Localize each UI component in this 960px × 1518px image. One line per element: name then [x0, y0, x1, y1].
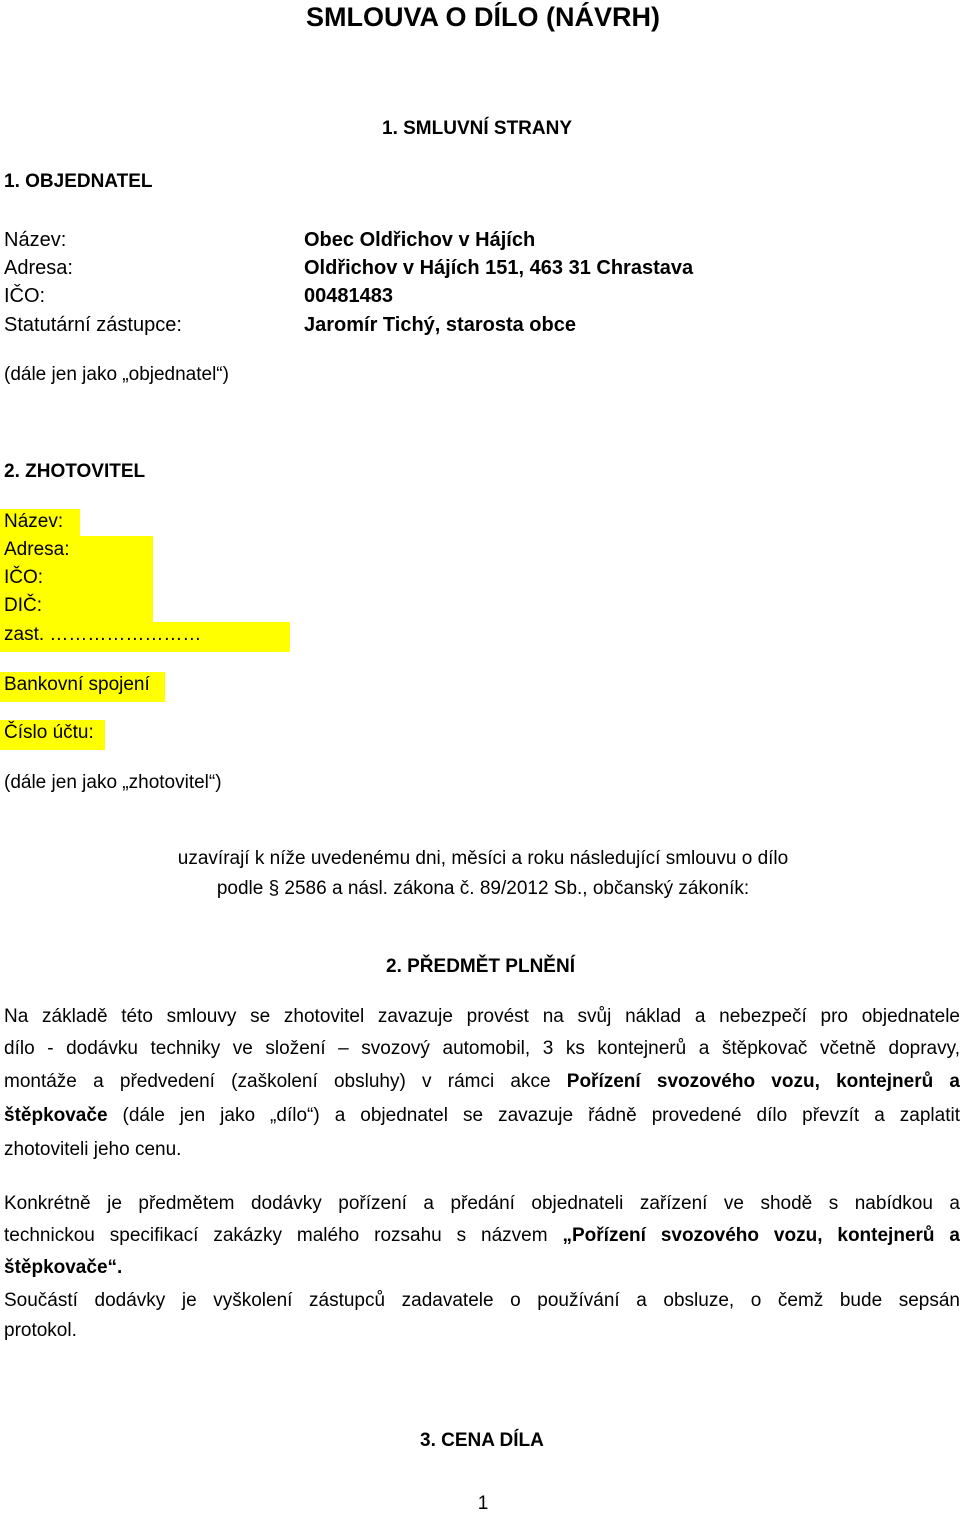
- objednatel-label-nazev: Název:: [4, 229, 67, 251]
- objednatel-value-statutarni-zastupce: Jaromír Tichý, starosta obce: [304, 314, 576, 336]
- zhotovitel-label-zast: zast. ……………………: [4, 624, 202, 645]
- project-name-bold: Pořízení svozového vozu, kontejnerů a: [566, 1071, 960, 1092]
- objednatel-heading: 1. OBJEDNATEL: [4, 171, 153, 192]
- paragraph-line: protokol.: [4, 1320, 77, 1341]
- paragraph-text: montáže a předvedení (zaškolení obsluhy) v rámci akce: [4, 1071, 567, 1092]
- intro-line: podle § 2586 a násl. zákona č. 89/2012 Sb., občanský zákoník:: [216, 878, 750, 899]
- paragraph-line: Součástí dodávky je vyškolení zástupců zadavatele o používání a obsluze, o čemž bude sepsán: [4, 1290, 960, 1311]
- zhotovitel-note: (dále jen jako „zhotovitel“): [4, 772, 222, 793]
- paragraph-text: (dále jen jako „dílo“) a objednatel se zavazuje řádně provedené dílo převzít a zaplatit: [107, 1105, 960, 1126]
- section-heading-predmet-plneni: 2. PŘEDMĚT PLNĚNÍ: [386, 956, 575, 977]
- document-title: SMLOUVA O DÍLO (NÁVRH): [306, 2, 660, 32]
- paragraph-line: dílo - dodávku techniky ve složení – svozový automobil, 3 ks kontejnerů a štěpkovač včetně dopravy,: [4, 1038, 960, 1059]
- page-number: 1: [477, 1493, 489, 1514]
- project-name-bold: „Pořízení svozového vozu, kontejnerů a: [562, 1225, 960, 1246]
- paragraph-line: Na základě této smlouvy se zhotovitel zavazuje provést na svůj náklad a nebezpečí pro objednatele: [4, 1006, 960, 1027]
- zhotovitel-label-ico: IČO:: [4, 567, 44, 588]
- objednatel-label-adresa: Adresa:: [4, 257, 73, 279]
- zhotovitel-label-cislo-uctu: Číslo účtu:: [4, 722, 94, 743]
- zhotovitel-label-bankovni-spojeni: Bankovní spojení: [4, 674, 150, 695]
- zhotovitel-label-dic: DIČ:: [4, 595, 42, 616]
- objednatel-note: (dále jen jako „objednatel“): [4, 364, 229, 385]
- objednatel-value-nazev: Obec Oldřichov v Hájích: [304, 229, 536, 251]
- paragraph-line: Konkrétně je předmětem dodávky pořízení a předání objednateli zařízení ve shodě s nabídkou a: [4, 1193, 960, 1214]
- section-heading-cena-dila: 3. CENA DÍLA: [420, 1430, 544, 1451]
- paragraph-line: [4, 1071, 960, 1093]
- project-name-bold: štěpkovače: [4, 1105, 108, 1126]
- paragraph-line: [4, 1225, 960, 1247]
- paragraph-line: zhotoviteli jeho cenu.: [4, 1139, 182, 1160]
- zhotovitel-label-nazev: Název:: [4, 511, 64, 532]
- objednatel-label-statutarni-zastupce: Statutární zástupce:: [4, 314, 182, 336]
- zhotovitel-label-adresa: Adresa:: [4, 539, 70, 560]
- objednatel-value-ico: 00481483: [304, 285, 393, 307]
- intro-line: uzavírají k níže uvedenému dni, měsíci a roku následující smlouvu o dílo: [177, 848, 789, 869]
- paragraph-line: [4, 1105, 960, 1127]
- paragraph-text: technickou specifikací zakázky malého rozsahu s názvem: [4, 1225, 563, 1246]
- zhotovitel-heading: 2. ZHOTOVITEL: [4, 461, 146, 482]
- objednatel-label-ico: IČO:: [4, 285, 46, 307]
- project-name-bold: štěpkovače“.: [4, 1257, 123, 1278]
- objednatel-value-adresa: Oldřichov v Hájích 151, 463 31 Chrastava: [304, 257, 694, 279]
- section-heading-smluvni-strany: 1. SMLUVNÍ STRANY: [382, 118, 573, 139]
